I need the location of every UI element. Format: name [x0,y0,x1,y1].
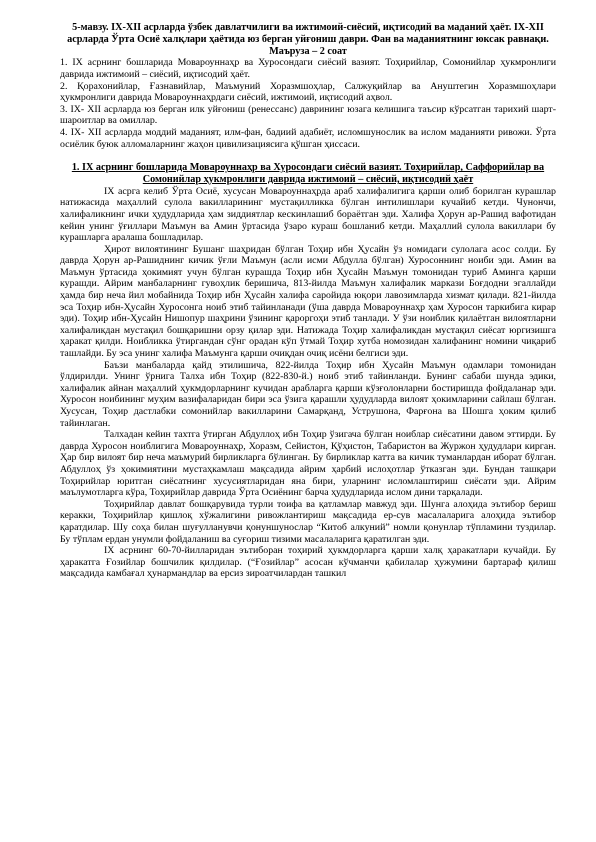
topic-item: 2. Қорахонийлар, Ғазнавийлар, Маъмуний Хоразмшоҳлар, Салжуқийлар ва Ануштегин Хоразмшоҳлари ҳукмронлиги даврида Мовароуннаҳрдаги сиёсий, ижтимоий, иқтисодий аҳвол. [60,80,556,104]
body-paragraph: Ҳирот вилоятининг Бушанг шаҳридан бўлган Тоҳир ибн Ҳусайн ўз номидаги сулолага асос солди. Бу даврда Ҳорун ар-Рашиднинг кичик ўғли Маъмун (асли исми Абдулла бўлган) Хуросоннинг ноиби эди. Амин ва Маъмун ўртасида ҳокимият учун бўлган курашда Тоҳир ибн Ҳусайн Маъмун томонидан туриб Аминга қарши курашди. Айрим манбаларнинг гувоҳлик беришича, 813-йилда Маъмун халифалик маркази Боғдодни эгаллайди ҳамда бир неча йил мобайнида Тоҳир ибн Ҳусайн халифа саройида юқори лавозимларда хизмат қилади. 821-йилда эса Тоҳир ибн-Ҳусайн Хуросонга ноиб этиб тайинланади (ўша даврда Мовароуннаҳр ҳам Хуросон таркибига кирар эди). Тоҳир ибн-Ҳусайн Нишопур шаҳрини ўзининг қароргоҳи этиб танлади. У ўзи ноиблик қилаётган вилоятларни халифаликдан мустақил бошқаришни орзу қилар эди. Натижада Тоҳир халифаликдан мустақил сиёсат юргизишга ҳаракат қилди. Ноибликка ўтиргандан сўнг орадан кўп ўтмай Тоҳир хутба номозидан халифанинг номини чиқариб ташлайди. Бу эса унинг халифа Маъмунга қарши очиқдан очиқ исёни белгиси эди. [60,243,556,360]
body-paragraph: Тоҳирийлар давлат бошқарувида турли тоифа ва қатламлар мавжуд эди. Шунга алоҳида эътибор бериш керакки, Тоҳирийлар қишлоқ хўжалигини ривожлантириш мақсадида ер-сув масалаларига алоҳида эътибор қаратдилар. Шу соҳа билан шуғулланувчи қонуншунослар “Китоб алкуний” номли қонунлар тўпламини туздилар. Бу тўплам ердан унумли фойдаланиш ва суғориш тизими масалаларига қаратилган эди. [60,498,556,545]
topic-item: 4. IX- XII асрларда моддий маданият, илм-фан, бадиий адабиёт, исломшунослик ва ислом маданияти ривожи. Ўрта осиёлик буюк алломаларнинг жаҳон цивилизациясига қўшган ҳиссаси. [60,126,556,150]
section-heading: 1. IX асрнинг бошларида Мовароуннаҳр ва Хуросондаги сиёсий вазият. Тоҳирийлар, Саффорийлар ва Сомонийлар ҳукмронлиги даврида ижтимоий – сиёсий, иқтисодий ҳаёт [71,162,545,185]
spacer [60,150,556,162]
topic-item: 1. IX асрнинг бошларида Мовароуннаҳр ва Хуросондаги сиёсий вазият. Тоҳирийлар, Сомонийлар ҳукмронлиги даврида ижтимоий – сиёсий, иқтисодий ҳаёт. [60,57,556,80]
topic-item: 3. IX- XII асрларда юз берган илк уйғониш (ренессанс) даврининг юзага келишига таъсир кўрсатган тарихий шарт- шароитлар ва омиллар. [60,103,556,127]
lecture-title: 5-мавзу. IX-XII асрларда ўзбек давлатчилиги ва ижтимоий-сиёсий, иқтисодий ва маданий ҳаёт. IX-XII асрларда Ўрта Осиё халқлари ҳаётида юз берган уйғониш даври. Фан ва маданиятнинг юксак равнақи. Маъруза – 2 соат [67,22,549,57]
body-paragraph: Талхадан кейин тахтга ўтирган Абдуллоҳ ибн Тоҳир ўзигача бўлган ноиблар сиёсатини давом эттирди. Бу даврда Хуросон ноиблигига Мовароуннаҳр, Хоразм, Сейистон, Қўҳистон, Табаристон ва Журжон ҳудудлари кирган. Ҳар бир вилоят бир неча маъмурий бирликларга бўлинган. Бу бирликлар катта ва кичик туманлардан иборат бўлган. Абдуллоҳ ўз ҳокимиятини мустаҳкамлаш мақсадида айрим ҳарбий ислоҳотлар ўтказган эди. Бундан ташқари Тоҳирийлар юритган сиёсатнинг хусусиятларидан яна бири, уларнинг исломлаштириш сиёсати эди. Айрим маълумотларга кўра, Тоҳирийлар даврида Ўрта Осиёнинг барча ҳудудларида ислом дини тарқалади. [60,429,556,499]
topic-list [60,57,556,150]
document-page [60,22,556,580]
body-paragraph: IX асрнинг 60-70-йилларидан эътиборан тоҳирий ҳукмдорларга қарши халқ ҳаракатлари кучайди. Бу ҳаракатга Ғозийлар бошчилик қилдилар. (“Ғозийлар” асосан кўчманчи қабилалар ҳужумини бартараф қилиш мақсадида камбағал ҳунармандлар ва ерсиз зироатчилардан ташкил [60,545,556,580]
body-paragraph: IX асрга келиб Ўрта Осиё, хусусан Мовароуннаҳрда араб халифалигига қарши олиб борилган курашлар натижасида маҳаллий сулола вакилларининг мустақилликка бўлган интилишлари кучайиб кетди. Чунончи, халифаликнинг ички ҳудудларида ҳам зиддиятлар кескинлашиб бораётган эди. Халифа Ҳорун ар-Рашид вафотидан кейин унинг ўғиллари Маъмун ва Амин ўртасида ўзаро кураш бошланиб кетди. Маҳаллий сулола вакиллари бу курашларга аралаша бошладилар. [60,185,556,244]
section-body [60,186,556,580]
body-paragraph: Баъзи манбаларда қайд этилишича, 822-йилда Тоҳир ибн Ҳусайн Маъмун одамлари томонидан ўлдирилди. Унинг ўрнига Талха ибн Тоҳир (822-830-й.) ноиб этиб тайинланди. Бунинг сабаби шунда эдики, халифалик айнан маҳаллий ҳукмдорларнинг кучидан арабларга қарши кўзғолонларни бостиришда фойдаланар эди. Хуросон ноибининг муҳим вазифаларидан бири эса ўзига қарашли ҳудудларда вилоят ҳокимларини сайлаш бўлган. Хусусан, Тоҳир дастлабки сомонийлар вакилларини Самарқанд, Уструшона, Фарғона ва Шошга ҳоким қилиб тайинлаган. [60,359,556,429]
